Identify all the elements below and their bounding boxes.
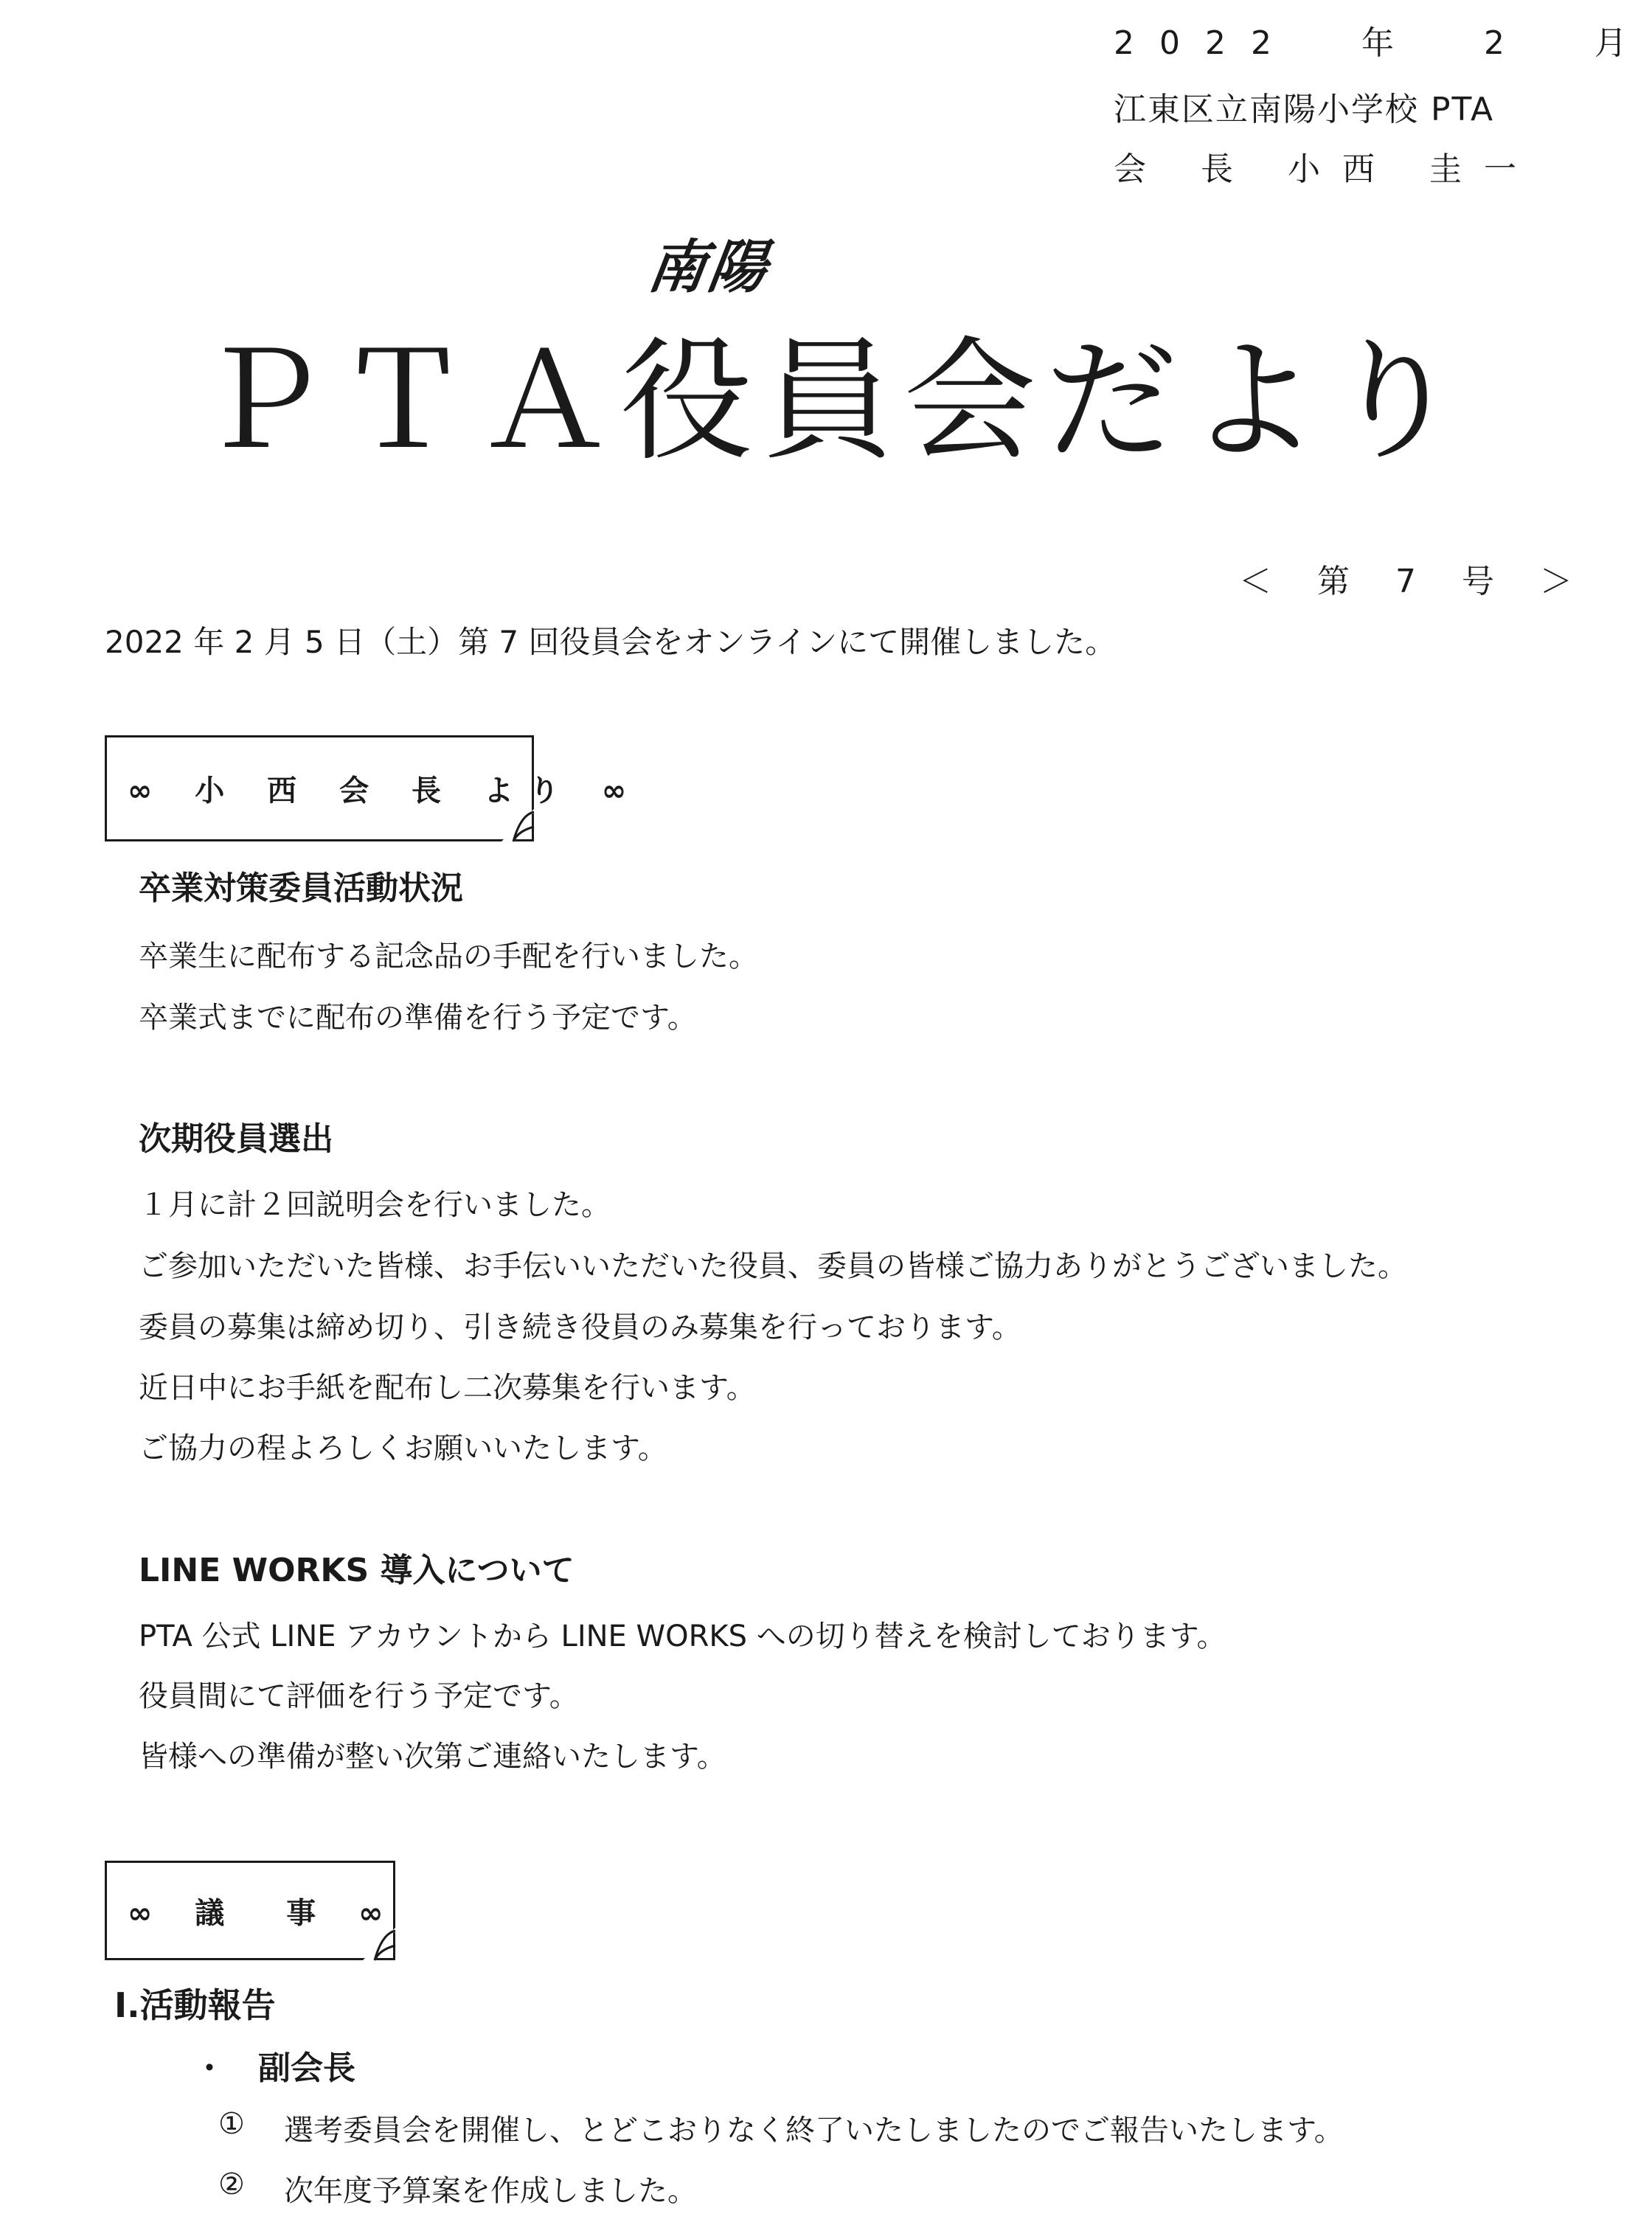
header-school-name: 江東区立南陽小学校 PTA [1114,91,1495,128]
topic-line: 近日中にお手紙を配布し二次募集を行います。 [139,1371,756,1405]
bullet-icon: ・ [194,2050,226,2086]
item-number: ② [218,2167,245,2201]
header-date: 2022 年 2 月 [1114,24,1652,62]
item-text: 選考委員会を開催し、とどこおりなく終了いたしましたのでご報告いたします。 [284,2114,1344,2148]
topic-heading: 次期役員選出 [139,1120,333,1158]
topic-line: 委員の募集は締め切り、引き続き役員のみ募集を行っております。 [139,1311,1021,1344]
topic-line: １月に計２回説明会を行いました。 [139,1188,611,1222]
topic-line: 皆様への準備が整い次第ご連絡いたします。 [139,1740,726,1774]
page-curl-icon [502,809,534,841]
section-heading-box-president [105,735,643,841]
title-subtitle: 南陽 [643,235,774,301]
item-text: 次年度予算案を作成しました。 [284,2174,697,2208]
lead-paragraph: 2022 年 2 月 5 日（土）第 7 回役員会をオンラインにて開催しました。 [105,624,1117,660]
page-title: ＰＴＡ役員会だより [195,324,1471,479]
topic-heading: 卒業対策委員活動状況 [139,869,463,907]
vice-president-heading: 副会長 [258,2049,355,2087]
topic-line: 卒業生に配布する記念品の手配を行いました。 [139,940,758,973]
topic-heading: LINE WORKS 導入について [139,1552,575,1589]
section-heading-label: ∞ 議 事 ∞ [128,1896,400,1930]
item-number: ① [218,2107,245,2141]
issue-number: ＜ 第 7 号 ＞ [1239,563,1590,600]
header-president: 会 長 小西 圭一 [1114,150,1538,188]
topic-line: ご参加いただいた皆様、お手伝いいただいた役員、委員の皆様ご協力ありがとうございました。 [139,1249,1407,1283]
section-heading-box-proceedings [105,1861,400,1960]
page-curl-icon [363,1928,395,1960]
activity-report-heading: Ⅰ.活動報告 [114,1985,276,2025]
topic-line: 役員間にて評価を行う予定です。 [139,1679,579,1713]
topic-line: ご協力の程よろしくお願いいたします。 [139,1431,667,1465]
topic-line: PTA 公式 LINE アカウントから LINE WORKS への切り替えを検討しております。 [139,1620,1226,1653]
section-heading-label: ∞ 小 西 会 長 より ∞ [128,774,643,808]
topic-line: 卒業式までに配布の準備を行う予定です。 [139,1001,697,1035]
